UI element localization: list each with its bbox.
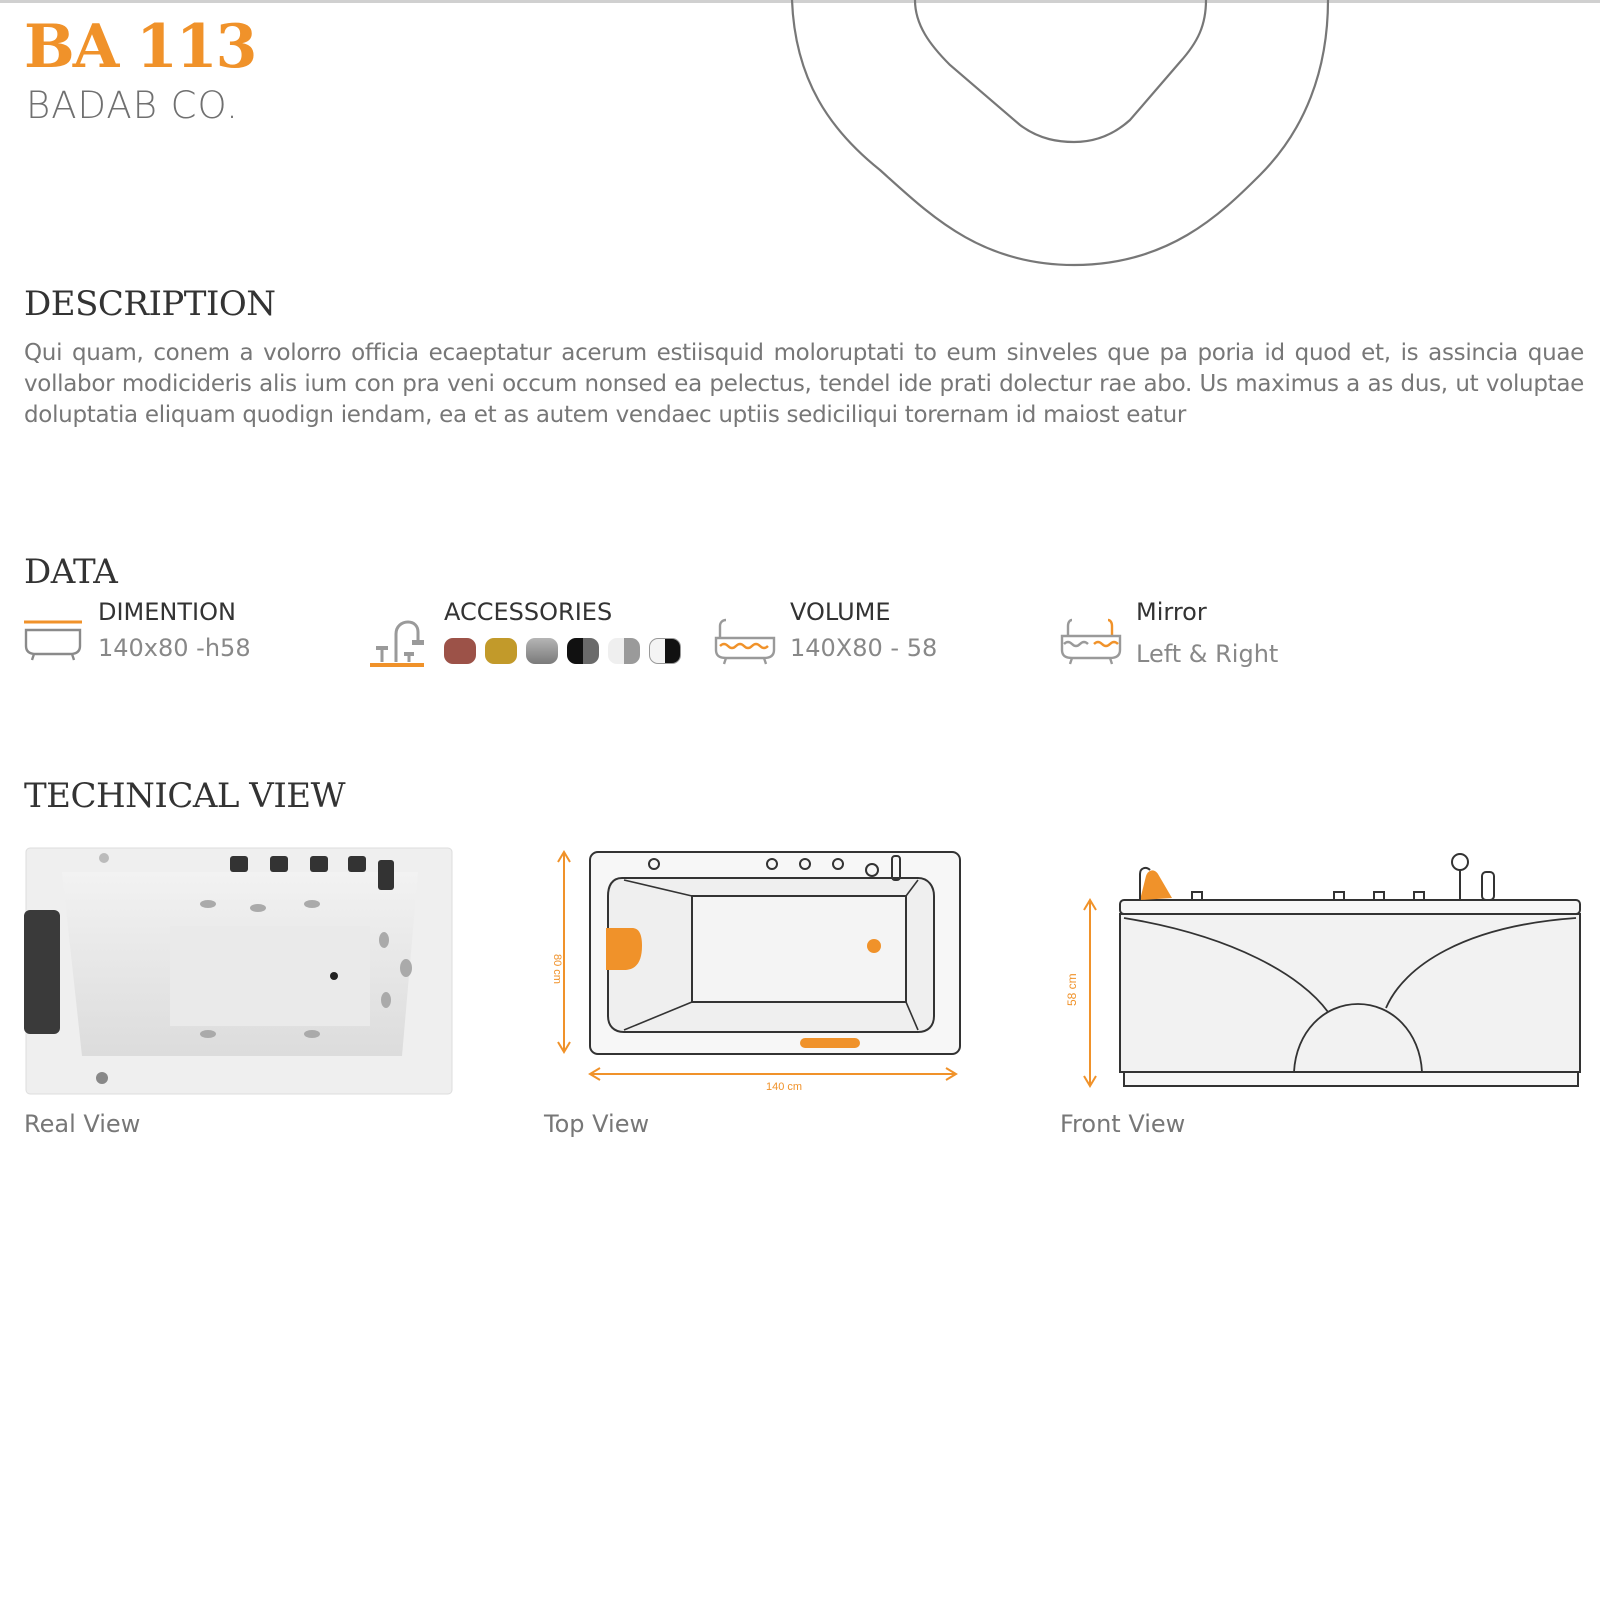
description-heading: DESCRIPTION [24, 284, 276, 324]
technical-view-heading: TECHNICAL VIEW [24, 776, 346, 816]
mirror-label: Mirror [1136, 598, 1207, 626]
dimension-label: DIMENTION [98, 598, 236, 626]
top-view-drawing[interactable] [540, 846, 970, 1116]
top-view-caption: Top View [544, 1110, 650, 1138]
data-heading: DATA [24, 552, 118, 592]
black-chrome-finish-swatch[interactable] [567, 638, 599, 664]
accessories-item [368, 598, 698, 688]
width-dimension-label: 140 cm [766, 1081, 803, 1093]
height-dimension-label: 58 cm [1065, 973, 1079, 1006]
mirror-item [1060, 598, 1360, 688]
white-black-finish-swatch[interactable] [649, 638, 681, 664]
mirror-value: Left & Right [1136, 640, 1279, 668]
volume-value: 140X80 - 58 [790, 634, 938, 662]
gold-finish-swatch[interactable] [485, 638, 517, 664]
dimension-value: 140x80 -h58 [98, 634, 251, 662]
satin-finish-swatch[interactable] [526, 638, 558, 664]
decorative-tub-outline [780, 0, 1350, 280]
bathtub-water-icon [714, 616, 776, 666]
faucet-icon [368, 616, 428, 670]
real-view-caption: Real View [24, 1110, 141, 1138]
depth-dimension-label: 80 cm [551, 954, 563, 984]
product-code: BA 113 [24, 12, 256, 82]
brand-name: BADAB CO. [26, 84, 239, 127]
bathtub-mirror-icon [1060, 616, 1122, 668]
rose-gold-finish-swatch[interactable] [444, 638, 476, 664]
front-view-caption: Front View [1060, 1110, 1186, 1138]
volume-label: VOLUME [790, 598, 891, 626]
description-text: Qui quam, conem a volorro officia ecaeptatur acerum estiisquid moloruptati to eum sinveles que pa poria id quod et, is assincia quae vollabor modicideris alis ium con pra veni occum nonsed ea pelectus, tendel ide prati dolectur rae abo. Us maximus a as dus, ut voluptae doluptatia eliquam quodign iendam, ea et as autem vendaec uptiis sediciliqui torernam id maiost eatur [24, 340, 1584, 428]
front-view-drawing[interactable] [1054, 846, 1594, 1106]
volume-item [714, 598, 1014, 688]
accessories-label: ACCESSORIES [444, 598, 613, 626]
real-view-photo[interactable] [22, 846, 456, 1098]
dimension-item [22, 598, 322, 688]
bathtub-outline-icon [22, 616, 84, 662]
chrome-finish-swatch[interactable] [608, 638, 640, 664]
